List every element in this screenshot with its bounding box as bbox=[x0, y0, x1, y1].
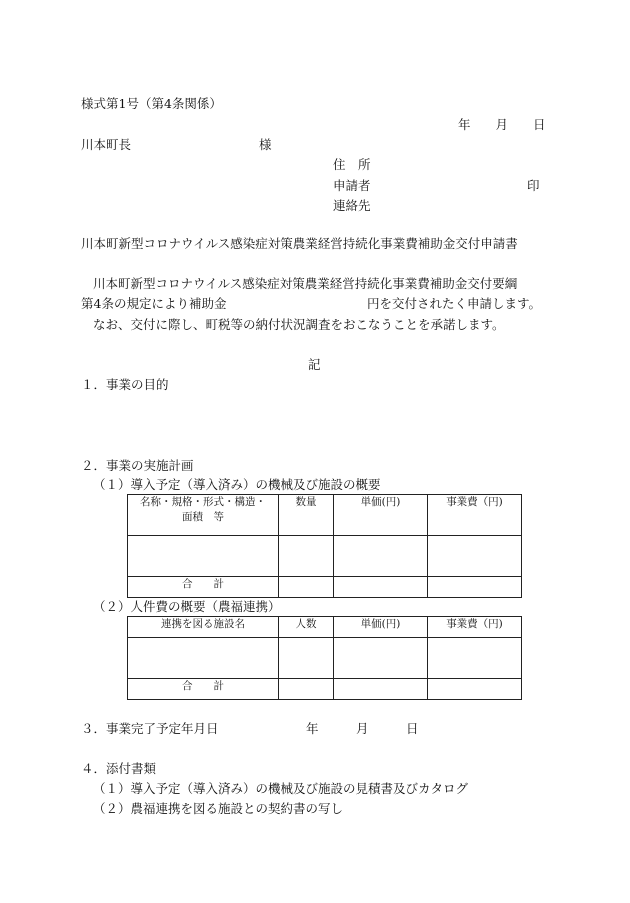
body-line-2a: 第4条の規定により補助金 bbox=[81, 296, 227, 311]
facility-input-cell[interactable] bbox=[128, 638, 279, 679]
attachment-item: （２）農福連携を図る施設との契約書の写し bbox=[93, 801, 344, 816]
section4-heading: ４．添付書類 bbox=[81, 761, 157, 776]
total-row bbox=[128, 577, 522, 598]
date-line: 年 月 日 bbox=[458, 117, 546, 132]
contact-label: 連絡先 bbox=[333, 198, 371, 213]
total-row bbox=[128, 679, 522, 700]
labor-table bbox=[127, 616, 522, 700]
form-number: 様式第1号（第4条関係） bbox=[81, 96, 222, 111]
total-label: 合 計 bbox=[128, 577, 279, 598]
completion-date: 年 月 日 bbox=[306, 721, 419, 736]
total-cost-cell[interactable] bbox=[428, 577, 522, 598]
seal-label: 印 bbox=[527, 178, 540, 193]
equipment-table bbox=[127, 494, 522, 598]
total-cost-cell[interactable] bbox=[428, 679, 522, 700]
cost-input-cell[interactable] bbox=[428, 638, 522, 679]
body-line-3: なお、交付に際し、町税等の納付状況調査をおこなうことを承諾します。 bbox=[93, 317, 505, 332]
cost-input-cell[interactable] bbox=[428, 536, 522, 577]
table-row bbox=[128, 536, 522, 577]
section1-heading: １．事業の目的 bbox=[81, 377, 169, 392]
section2-heading: ２．事業の実施計画 bbox=[81, 458, 194, 473]
total-unit-price-cell[interactable] bbox=[334, 679, 428, 700]
header-quantity: 数量 bbox=[279, 495, 334, 536]
addressee-name: 川本町長 bbox=[81, 137, 132, 152]
document-title: 川本町新型コロナウイルス感染症対策農業経営持続化事業費補助金交付申請書 bbox=[81, 236, 518, 251]
body-line-2b: 円を交付されたく申請します。 bbox=[367, 296, 542, 311]
body-line-1: 川本町新型コロナウイルス感染症対策農業経営持続化事業費補助金交付要綱 bbox=[93, 276, 518, 291]
header-project-cost: 事業費（円) bbox=[428, 617, 522, 638]
attachment-item: （１）導入予定（導入済み）の機械及び施設の見積書及びカタログ bbox=[93, 781, 469, 796]
ki-label: 記 bbox=[308, 357, 321, 372]
quantity-input-cell[interactable] bbox=[279, 536, 334, 577]
headcount-input-cell[interactable] bbox=[279, 638, 334, 679]
name-input-cell[interactable] bbox=[128, 536, 279, 577]
unit-price-input-cell[interactable] bbox=[334, 536, 428, 577]
unit-price-input-cell[interactable] bbox=[334, 638, 428, 679]
header-name-line2: 面積 等 bbox=[182, 511, 224, 523]
addressee-honorific: 様 bbox=[259, 137, 272, 152]
header-unit-price: 単価(円) bbox=[334, 495, 428, 536]
applicant-label: 申請者 bbox=[333, 178, 371, 193]
header-facility: 連携を図る施設名 bbox=[128, 617, 279, 638]
header-name-line1: 名称・規格・形式・構造・ bbox=[140, 496, 266, 508]
address-label: 住 所 bbox=[333, 157, 371, 172]
table-row bbox=[128, 638, 522, 679]
header-project-cost: 事業費（円) bbox=[428, 495, 522, 536]
table-header-row bbox=[128, 617, 522, 638]
total-headcount-cell[interactable] bbox=[279, 679, 334, 700]
table-header-row bbox=[128, 495, 522, 536]
header-name-cell bbox=[128, 495, 279, 536]
section2-sub1-heading: （１）導入予定（導入済み）の機械及び施設の概要 bbox=[93, 477, 381, 492]
total-unit-price-cell[interactable] bbox=[334, 577, 428, 598]
total-quantity-cell[interactable] bbox=[279, 577, 334, 598]
header-unit-price: 単価(円) bbox=[334, 617, 428, 638]
total-label: 合 計 bbox=[128, 679, 279, 700]
section2-sub2-heading: （２）人件費の概要（農福連携） bbox=[93, 599, 281, 614]
header-headcount: 人数 bbox=[279, 617, 334, 638]
section3-heading: ３．事業完了予定年月日 bbox=[81, 721, 219, 736]
